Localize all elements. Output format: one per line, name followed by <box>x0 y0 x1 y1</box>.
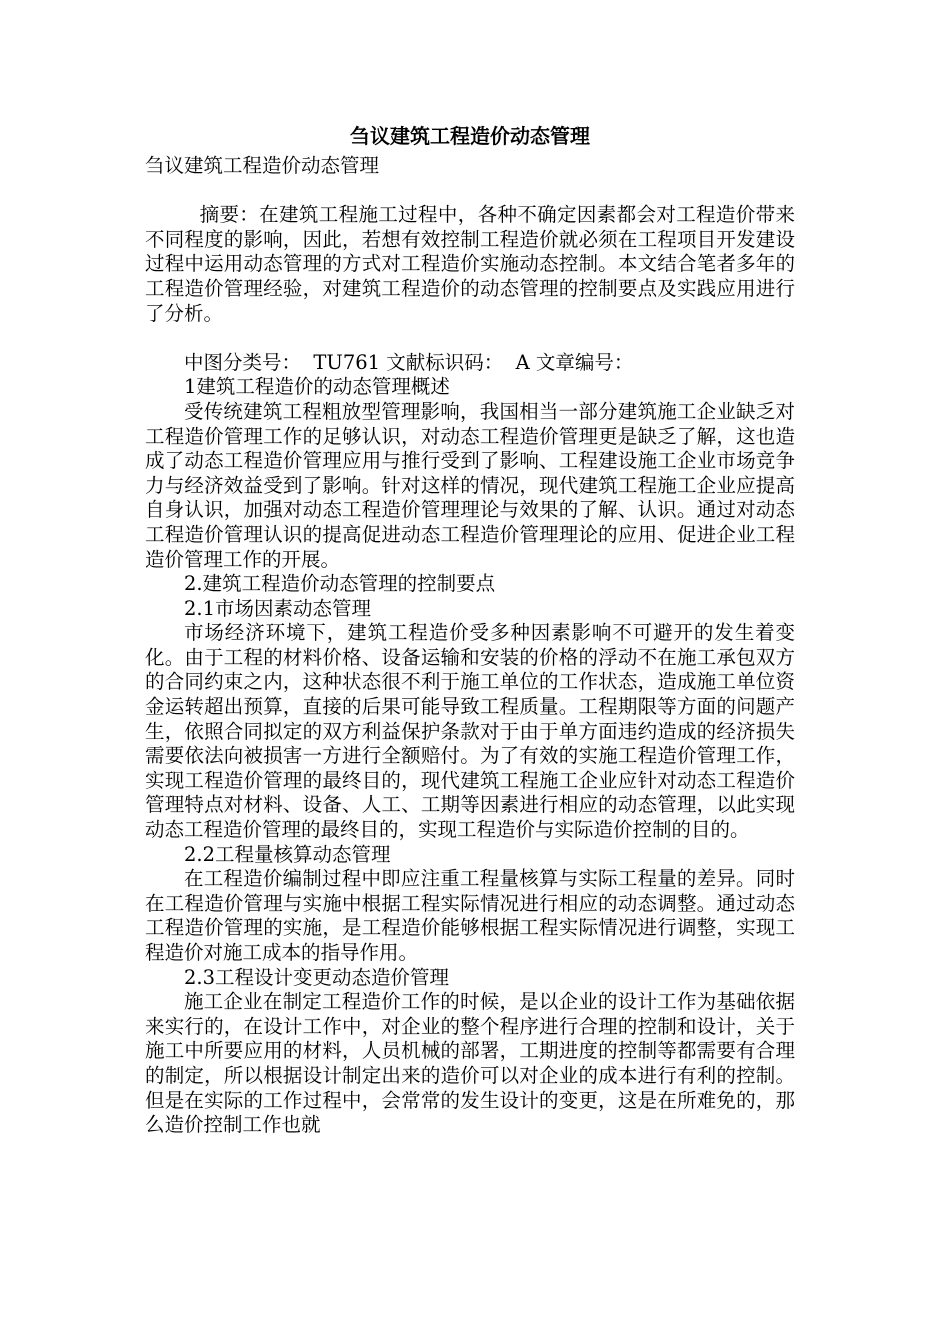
section-heading-2-2: 2.2工程量核算动态管理 <box>184 842 391 866</box>
document-page <box>145 118 795 1138</box>
section-paragraph-1: 受传统建筑工程粗放型管理影响，我国相当一部分建筑施工企业缺乏对工程造价管理工作的足够认识，对动态工程造价管理更是缺乏了解，这也造成了动态工程造价管理应用与推行受到了影响、工程建设施工企业市场竞争力与经济效益受到了影响。针对这样的情况，现代建筑工程施工企业应提高自身认识，加强对动态工程造价管理理论与效果的了解、认识。通过对动态工程造价管理认识的提高促进动态工程造价管理理论的应用、促进企业工程造价管理工作的开展。 <box>145 399 795 571</box>
section-heading-2-1: 2.1市场因素动态管理 <box>184 596 372 620</box>
document-subtitle: 刍议建筑工程造价动态管理 <box>145 154 380 177</box>
section-heading-2: 2.建筑工程造价动态管理的控制要点 <box>184 572 496 596</box>
spacer <box>145 179 795 204</box>
document-title: 刍议建筑工程造价动态管理 <box>350 124 590 148</box>
spacer <box>145 326 795 351</box>
abstract-paragraph: 摘要：在建筑工程施工过程中，各种不确定因素都会对工程造价带来不同程度的影响，因此，若想有效控制工程造价就必须在工程项目开发建设过程中运用动态管理的方式对工程造价实施动态控制。本文结合笔者多年的工程造价管理经验，对建筑工程造价的动态管理的控制要点及实践应用进行了分析。 <box>145 203 795 325</box>
section-paragraph-2-1: 市场经济环境下，建筑工程造价受多种因素影响不可避开的发生着变化。由于工程的材料价格、设备运输和安装的价格的浮动不在施工承包双方的合同约束之内，这种状态很不利于施工单位的工作状态，造成施工单位资金运转超出预算，直接的后果可能导致工程质量。工程期限等方面的问题产生，依照合同拟定的双方利益保护条款对于由于单方面违约造成的经济损失需要依法向被损害一方进行全额赔付。为了有效的实施工程造价管理工作，实现工程造价管理的最终目的，现代建筑工程施工企业应针对动态工程造价管理特点对材料、设备、人工、工期等因素进行相应的动态管理，以此实现动态工程造价管理的最终目的，实现工程造价与实际造价控制的目的。 <box>145 621 795 842</box>
section-paragraph-2-3: 施工企业在制定工程造价工作的时候，是以企业的设计工作为基础依据来实行的，在设计工作中，对企业的整个程序进行合理的控制和设计，关于施工中所要应用的材料，人员机械的部署，工期进度的控制等都需要有合理的制定，所以根据设计制定出来的造价可以对企业的成本进行有利的控制。但是在实际的工作过程中，会常常的发生设计的变更，这是在所难免的，那么造价控制工作也就 <box>145 990 795 1137</box>
section-heading-1: 1建筑工程造价的动态管理概述 <box>184 375 450 399</box>
section-heading-2-3: 2.3工程设计变更动态造价管理 <box>184 965 450 989</box>
section-paragraph-2-2: 在工程造价编制过程中即应注重工程量核算与实际工程量的差异。同时在工程造价管理与实施中根据工程实际情况进行相应的动态调整。通过动态工程造价管理的实施，是工程造价能够根据工程实际情况进行调整，实现工程造价对施工成本的指导作用。 <box>145 867 795 964</box>
classification-line: 中图分类号： TU761 文献标识码： A 文章编号： <box>184 350 634 374</box>
